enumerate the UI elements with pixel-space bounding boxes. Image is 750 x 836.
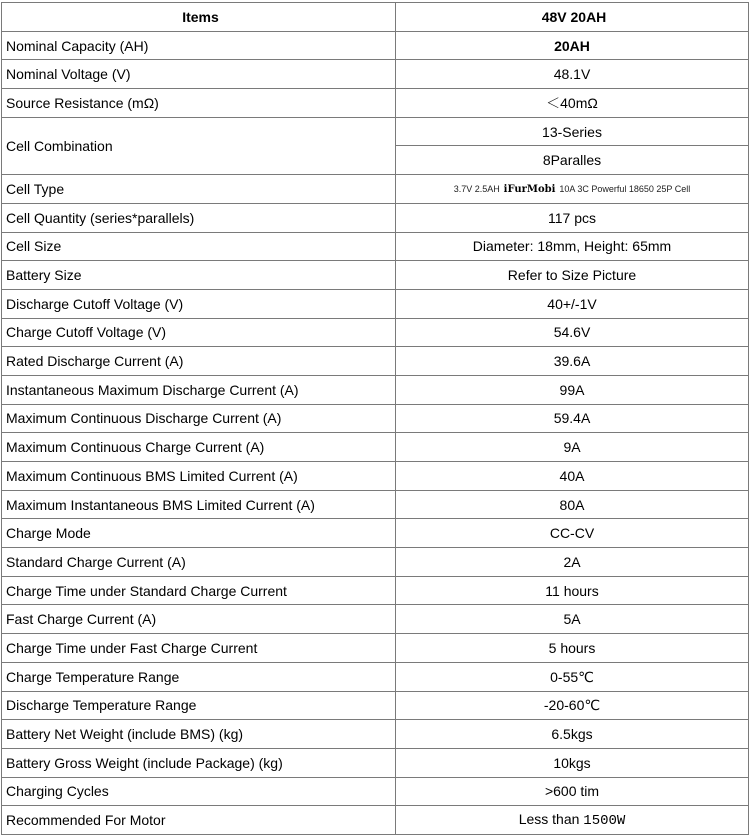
table-row	[2, 634, 749, 663]
spec-header: 48V 20AH	[396, 3, 749, 32]
row-value: 6.5kgs	[396, 720, 749, 749]
row-value: 117 pcs	[396, 203, 749, 232]
row-value: 9A	[396, 433, 749, 462]
table-row	[2, 31, 749, 60]
cell-type-suffix: 10A 3C Powerful 18650 25P Cell	[559, 184, 691, 195]
table-row	[2, 548, 749, 577]
table-row	[2, 404, 749, 433]
row-label: Rated Discharge Current (A)	[2, 347, 396, 376]
row-label: Nominal Capacity (AH)	[2, 31, 396, 60]
row-value: -20-60℃	[396, 691, 749, 720]
row-label: Battery Gross Weight (include Package) (kg)	[2, 748, 396, 777]
table-row	[2, 175, 749, 204]
row-label: Maximum Continuous BMS Limited Current (A)	[2, 462, 396, 491]
row-value-series: 13-Series	[396, 117, 749, 146]
row-label: Cell Combination	[2, 117, 396, 174]
table-row	[2, 232, 749, 261]
motor-value-prefix: Less than	[518, 811, 580, 828]
cell-brand: iFurMobi	[503, 184, 556, 196]
table-row	[2, 89, 749, 118]
row-label: Charge Time under Fast Charge Current	[2, 634, 396, 663]
row-label: Battery Size	[2, 261, 396, 290]
spec-sheet	[1, 2, 748, 835]
row-value: 80A	[396, 490, 749, 519]
row-label: Battery Net Weight (include BMS) (kg)	[2, 720, 396, 749]
table-row	[2, 462, 749, 491]
row-label: Discharge Temperature Range	[2, 691, 396, 720]
row-label: Discharge Cutoff Voltage (V)	[2, 289, 396, 318]
table-row	[2, 576, 749, 605]
row-value: ＜40mΩ	[396, 89, 749, 118]
table-row	[2, 720, 749, 749]
row-label: Cell Type	[2, 175, 396, 204]
row-label: Instantaneous Maximum Discharge Current (A)	[2, 375, 396, 404]
row-label: Fast Charge Current (A)	[2, 605, 396, 634]
table-header-row	[2, 3, 749, 32]
table-row	[2, 203, 749, 232]
row-label: Charging Cycles	[2, 777, 396, 806]
cell-type-prefix: 3.7V 2.5AH	[453, 184, 500, 195]
row-label: Maximum Continuous Discharge Current (A)	[2, 404, 396, 433]
row-value: Refer to Size Picture	[396, 261, 749, 290]
table-row	[2, 318, 749, 347]
table-row	[2, 347, 749, 376]
table-row	[2, 117, 749, 146]
row-value: 11 hours	[396, 576, 749, 605]
row-value: 2A	[396, 548, 749, 577]
table-row	[2, 691, 749, 720]
row-label: Charge Time under Standard Charge Current	[2, 576, 396, 605]
cell-type-value	[396, 175, 749, 204]
row-value-parallels: 8Paralles	[396, 146, 749, 175]
row-value: 10kgs	[396, 748, 749, 777]
row-label: Maximum Instantaneous BMS Limited Current (A)	[2, 490, 396, 519]
row-value: 99A	[396, 375, 749, 404]
row-value: 5 hours	[396, 634, 749, 663]
row-label: Nominal Voltage (V)	[2, 60, 396, 89]
row-value: 39.6A	[396, 347, 749, 376]
table-row	[2, 806, 749, 835]
table-row	[2, 519, 749, 548]
row-value: 40+/-1V	[396, 289, 749, 318]
row-value: Diameter: 18mm, Height: 65mm	[396, 232, 749, 261]
row-label: Charge Cutoff Voltage (V)	[2, 318, 396, 347]
table-row	[2, 261, 749, 290]
row-label: Cell Size	[2, 232, 396, 261]
table-row	[2, 777, 749, 806]
table-row	[2, 60, 749, 89]
table-row	[2, 433, 749, 462]
row-value: 59.4A	[396, 404, 749, 433]
row-value: 20AH	[396, 31, 749, 60]
row-label: Charge Mode	[2, 519, 396, 548]
row-value: CC-CV	[396, 519, 749, 548]
row-value: 54.6V	[396, 318, 749, 347]
row-value: 0-55℃	[396, 662, 749, 691]
row-value: 48.1V	[396, 60, 749, 89]
table-row	[2, 289, 749, 318]
table-row	[2, 662, 749, 691]
table-row	[2, 605, 749, 634]
row-label: Source Resistance (mΩ)	[2, 89, 396, 118]
table-row	[2, 375, 749, 404]
row-label: Charge Temperature Range	[2, 662, 396, 691]
table-row	[2, 490, 749, 519]
motor-power: 1500W	[583, 813, 626, 830]
row-label: Recommended For Motor	[2, 806, 396, 835]
motor-value	[396, 806, 749, 835]
row-value: 40A	[396, 462, 749, 491]
table-row	[2, 748, 749, 777]
row-label: Maximum Continuous Charge Current (A)	[2, 433, 396, 462]
row-label: Cell Quantity (series*parallels)	[2, 203, 396, 232]
battery-spec-table	[1, 2, 749, 835]
items-header: Items	[2, 3, 396, 32]
row-value: >600 tim	[396, 777, 749, 806]
row-label: Standard Charge Current (A)	[2, 548, 396, 577]
row-value: 5A	[396, 605, 749, 634]
